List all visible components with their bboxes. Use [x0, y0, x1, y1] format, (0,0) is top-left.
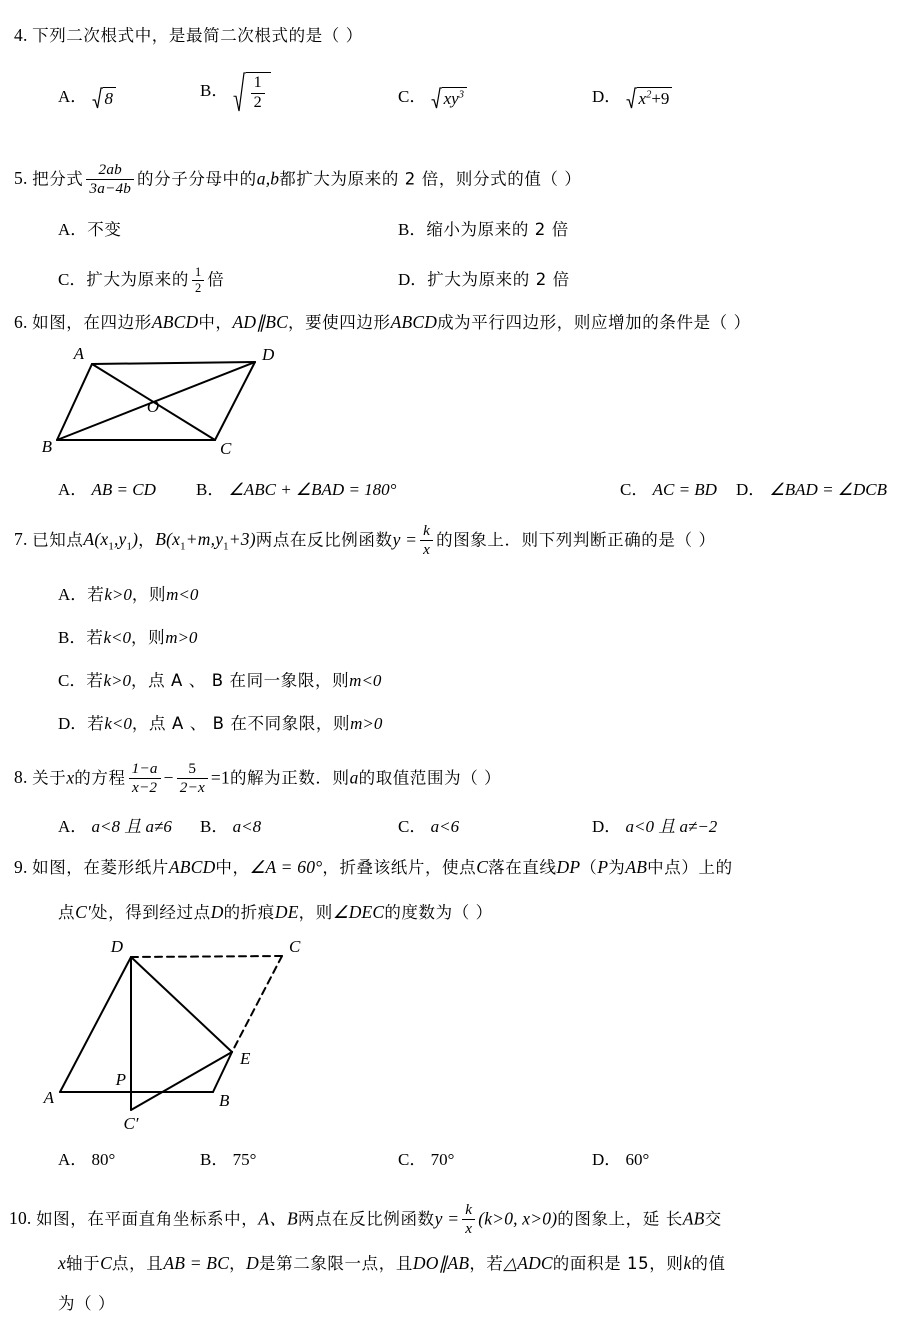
option-mid: ，则	[130, 628, 166, 647]
question-7-number: 7.	[14, 529, 28, 550]
option-mid: ，点 A 、 B 在不同象限，则	[131, 714, 351, 733]
stem-part-a: 如图，在四边形	[32, 313, 152, 332]
stem-part-a: 如图，在平面直角坐标系中，	[36, 1209, 259, 1229]
option-text: 扩大为原来的	[86, 270, 189, 289]
stem-variable-a: a	[349, 767, 359, 788]
angle-DEC: ∠DEC	[332, 902, 385, 922]
option-conclusion: m>0	[165, 628, 198, 647]
option-expr: 70°	[430, 1150, 455, 1169]
edge-CD	[215, 362, 255, 440]
stem-part-c: 的图象上，延 长	[557, 1209, 683, 1229]
question-8-stem	[14, 762, 501, 797]
question-7-option-a[interactable]	[58, 580, 198, 605]
question-10-stem-line-2	[58, 1253, 726, 1275]
fraction-1-minus-a-over-x-minus-2	[129, 761, 161, 796]
DO-parallel-AB: DO∥AB	[412, 1253, 470, 1273]
stem-part-d: 落在直线	[488, 858, 557, 877]
sqrt-icon	[233, 72, 271, 112]
option-label: B．	[196, 480, 225, 499]
fraction-denominator: 2	[194, 280, 202, 295]
fraction-denominator: 2−x	[179, 778, 205, 796]
stem-part-b: 的方程	[74, 768, 126, 788]
vertex-label-C-prime: C′	[123, 1114, 139, 1133]
point-C: C	[100, 1253, 113, 1273]
point-B-coords: $B(x_1+m,y_1+3)$	[155, 529, 256, 553]
question-6-number: 6.	[14, 312, 28, 332]
vertex-label-D: D	[110, 937, 123, 956]
option-expr: ∠ABC + ∠BAD = 180°	[228, 480, 397, 499]
vertex-label-P: P	[115, 1070, 126, 1089]
option-conclusion: m<0	[166, 585, 199, 604]
option-label: C．	[398, 817, 427, 836]
option-condition: k>0	[103, 671, 131, 690]
radicand-x2plus9: $x^2+9$	[637, 87, 673, 109]
sqrt-icon	[626, 87, 673, 109]
question-5-option-a[interactable]	[58, 215, 121, 240]
question-7-option-b[interactable]	[58, 623, 197, 648]
fraction-k-over-x	[420, 523, 433, 558]
vertex-label-C: C	[289, 937, 301, 956]
stem2-part-a: 点	[58, 903, 76, 922]
fraction-numerator: 1−a	[129, 761, 161, 779]
fraction-5-over-2-minus-x	[177, 761, 208, 796]
stem-part-d: 成为平行四边形，则应增加的条件是（ ）	[437, 313, 751, 332]
question-7-stem	[14, 524, 716, 559]
fraction-denominator: x−2	[132, 778, 158, 796]
crease-DE	[131, 957, 232, 1052]
question-4-stem	[14, 25, 363, 47]
fraction-numerator: 5	[177, 761, 208, 779]
fraction-numerator: 2ab	[86, 162, 134, 180]
option-expr: 80°	[91, 1150, 116, 1169]
stem-part-c: 的图象上．则下列判断正确的是（ ）	[436, 530, 716, 550]
option-expr: a<8	[232, 817, 262, 836]
option-text: 扩大为原来的 2 倍	[427, 270, 570, 289]
option-expr: 75°	[232, 1150, 257, 1169]
vertex-label-A: A	[43, 1088, 54, 1107]
value-k: k	[683, 1253, 692, 1273]
option-condition: k<0	[103, 628, 131, 647]
question-5-stem-vars: a,b	[256, 168, 280, 189]
question-10-number: 10.	[9, 1208, 32, 1229]
stem2-part-d: ，则	[298, 903, 333, 922]
option-label: D．	[592, 817, 622, 836]
option-expr: a<6	[430, 817, 460, 836]
option-label: D．	[736, 480, 766, 499]
option-expr: AC = BD	[652, 480, 717, 499]
fraction-one-half	[192, 266, 204, 295]
radicand-xy3: $xy^3$	[442, 87, 467, 109]
option-label: A．	[58, 480, 88, 499]
question-5-stem-suffix: 都扩大为原来的 2 倍，则分式的值（ ）	[279, 169, 582, 189]
rhombus-abcd: ABCD	[168, 857, 216, 877]
stem-part-b: 两点在反比例函数	[255, 530, 393, 550]
question-6-option-c[interactable]	[620, 475, 717, 500]
question-9-number: 9.	[14, 857, 28, 877]
stem-variable-x: x	[66, 767, 75, 788]
stem2-part-g: 的面积是 15，	[552, 1254, 667, 1273]
fraction-denominator: x	[465, 1219, 473, 1237]
edge-AD	[92, 362, 255, 364]
vertex-label-B: B	[219, 1091, 230, 1110]
equation-rhs: =1	[210, 767, 230, 788]
option-label: D．	[58, 714, 88, 733]
dashed-edge-CE	[232, 956, 282, 1052]
option-mid: ，则	[131, 585, 167, 604]
stem2-part-h: 则	[666, 1254, 684, 1273]
option-label: B．	[58, 628, 87, 647]
vertex-label-E: E	[240, 1049, 251, 1068]
dashed-edge-DC	[131, 956, 282, 957]
question-10-stem-line-3	[58, 1293, 115, 1315]
option-label: C．	[58, 671, 87, 690]
option-label: D．	[398, 270, 428, 289]
angle-a-60: ∠A = 60°	[249, 857, 323, 877]
stem-paren-open: （	[580, 858, 598, 877]
question-4-option-d[interactable]	[592, 82, 672, 109]
question-9-option-a[interactable]	[58, 1145, 115, 1170]
stem2-part-i: 的值	[691, 1254, 726, 1273]
option-mid: ，点 A 、 B 在同一象限，则	[130, 671, 350, 690]
stem2-part-b: 轴于	[65, 1254, 101, 1273]
function-lhs: y =	[434, 1208, 460, 1229]
radicand-half	[246, 72, 271, 112]
stem3-text: 为（ ）	[58, 1294, 116, 1313]
option-conclusion: m>0	[350, 714, 383, 733]
option-label: A．	[58, 585, 88, 604]
point-P: P	[597, 857, 609, 877]
sqrt-icon	[431, 87, 467, 109]
stem-part-a: 关于	[32, 768, 67, 788]
stem2-part-e: 是第二象限一点，且	[259, 1254, 413, 1273]
stem-comma: ，	[138, 530, 156, 550]
option-label: C．	[58, 270, 87, 289]
stem2-part-f: ，若	[469, 1254, 504, 1273]
point-D: D	[246, 1253, 260, 1273]
question-7-option-d[interactable]	[58, 709, 382, 734]
question-6-option-b[interactable]	[196, 475, 396, 500]
question-5-number: 5.	[14, 168, 28, 189]
option-tail: 倍	[207, 270, 225, 289]
stem2-part-d: ，	[229, 1254, 247, 1273]
ad-parallel-bc: AD∥BC	[232, 312, 288, 332]
point-A-coords: $A(x_1,y_1)$	[83, 529, 139, 553]
question-4-stem-text: 下列二次根式中，是最简二次根式的是（ ）	[32, 26, 363, 45]
option-label: C．	[398, 1150, 427, 1169]
option-label: A．	[58, 1150, 88, 1169]
stem-part-c: ，要使四边形	[287, 313, 391, 332]
option-expr: a<0 且 a≠−2	[625, 817, 718, 836]
option-label: A．	[58, 220, 88, 239]
equality-AB-BC: AB = BC	[163, 1253, 230, 1273]
option-label: B．	[200, 1150, 229, 1169]
question-9-option-b[interactable]	[200, 1145, 256, 1170]
option-label: C．	[620, 480, 649, 499]
stem-part-b: 中，	[198, 313, 233, 332]
fraction-numerator: 1	[251, 75, 265, 94]
question-4-option-c[interactable]	[398, 82, 467, 109]
radicand-8: 8	[103, 87, 117, 109]
stem-part-a: 已知点	[32, 530, 84, 550]
question-8-option-d[interactable]	[592, 812, 717, 837]
vertex-label-D: D	[262, 345, 275, 364]
option-text: 若	[86, 671, 104, 690]
option-text: 若	[86, 628, 104, 647]
axis-x: x	[58, 1253, 66, 1273]
point-C: C	[476, 857, 489, 877]
question-9-option-d[interactable]	[592, 1145, 649, 1170]
triangle-ADC: △ADC	[503, 1253, 553, 1273]
fraction-numerator: k	[462, 1202, 475, 1220]
question-4-option-b[interactable]	[200, 72, 271, 112]
question-8-option-a[interactable]	[58, 812, 172, 837]
option-label: B．	[398, 220, 427, 239]
option-label: C．	[398, 87, 427, 106]
vertex-label-C: C	[220, 439, 232, 458]
vertex-label-B: B	[41, 437, 52, 456]
fraction-2ab-over-3a-4b	[86, 162, 134, 197]
stem-part-d: 的取值范围为（ ）	[358, 768, 502, 788]
question-9-stem-line-2	[58, 902, 493, 924]
fraction-numerator: 1	[192, 266, 204, 281]
fraction-k-over-x	[462, 1202, 475, 1237]
stem-part-c: 的解为正数．则	[229, 768, 350, 788]
option-expr: a<8 且 a≠6	[91, 817, 172, 836]
sqrt-icon	[92, 87, 117, 109]
stem2-part-e: 的度数为（ ）	[384, 903, 493, 922]
function-lhs: y =	[392, 529, 418, 550]
stem2-part-c: 的折痕	[223, 903, 275, 922]
question-5-stem-mid: 的分子分母中的	[137, 169, 257, 189]
option-expr: AB = CD	[91, 480, 156, 499]
stem-part-b: 中，	[215, 858, 250, 877]
question-5-stem	[14, 163, 581, 198]
crease-DE: DE	[274, 902, 299, 922]
points-A-B: A、B	[258, 1208, 298, 1229]
option-text: 缩小为原来的 2 倍	[426, 220, 569, 239]
option-label: A．	[58, 87, 88, 106]
question-6-stem	[14, 312, 751, 334]
option-text: 若	[87, 585, 105, 604]
option-label: B．	[200, 817, 229, 836]
question-9-stem-line-1	[14, 857, 733, 879]
option-label: D．	[592, 1150, 622, 1169]
option-condition: k>0	[104, 585, 132, 604]
question-5-option-b[interactable]	[398, 215, 569, 240]
rhombus-fold-figure	[30, 937, 320, 1135]
question-4-number: 4.	[14, 25, 28, 45]
stem-part-d: 交	[704, 1209, 722, 1229]
edge-E-Cprime	[131, 1052, 232, 1110]
vertex-label-O: O	[146, 397, 160, 416]
stem-part-f: 为	[608, 858, 626, 877]
question-6-option-d[interactable]	[736, 475, 887, 500]
stem2-part-b: 处，得到经过点	[91, 903, 211, 922]
fraction-denominator: x	[423, 540, 431, 558]
minus-sign: −	[163, 767, 174, 788]
question-6-option-a[interactable]	[58, 475, 156, 500]
option-conclusion: m<0	[349, 671, 382, 690]
question-5-option-c[interactable]	[58, 265, 224, 296]
stem2-part-c: 点，且	[112, 1254, 164, 1273]
option-label: B．	[200, 80, 229, 100]
fraction-denominator: 2	[253, 93, 262, 111]
question-8-option-c[interactable]	[398, 812, 459, 837]
function-condition: (k>0, x>0)	[478, 1208, 558, 1229]
quad-abcd-2: ABCD	[390, 312, 438, 332]
stem-part-c: ，折叠该纸片，使点	[322, 858, 477, 877]
option-label: D．	[592, 87, 622, 106]
fraction-numerator: k	[420, 523, 433, 541]
parallelogram-figure	[40, 344, 300, 463]
option-label: A．	[58, 817, 88, 836]
question-9-option-c[interactable]	[398, 1145, 454, 1170]
segment-AB: AB	[682, 1208, 705, 1229]
quad-abcd-1: ABCD	[151, 312, 199, 332]
point-C-prime: C′	[75, 902, 92, 922]
stem-part-g: 中点）上的	[647, 858, 733, 877]
question-10-stem-line-1	[9, 1203, 722, 1238]
question-7-option-c[interactable]	[58, 666, 381, 691]
vertex-label-A: A	[73, 344, 84, 363]
question-5-stem-prefix: 把分式	[32, 169, 84, 189]
line-DP: DP	[556, 857, 581, 877]
question-8-number: 8.	[14, 767, 28, 788]
question-4-option-a[interactable]	[58, 82, 116, 109]
option-expr: 60°	[625, 1150, 650, 1169]
segment-AB: AB	[625, 857, 648, 877]
option-text: 若	[87, 714, 105, 733]
stem-part-a: 如图，在菱形纸片	[32, 858, 169, 877]
option-condition: k<0	[104, 714, 132, 733]
stem-part-b: 两点在反比例函数	[297, 1209, 435, 1229]
option-text: 不变	[87, 220, 122, 239]
question-8-option-b[interactable]	[200, 812, 261, 837]
fraction-denominator: 3a−4b	[89, 179, 132, 197]
point-D: D	[210, 902, 224, 922]
option-expr: ∠BAD = ∠DCB	[769, 480, 888, 499]
question-5-option-d[interactable]	[398, 265, 570, 290]
